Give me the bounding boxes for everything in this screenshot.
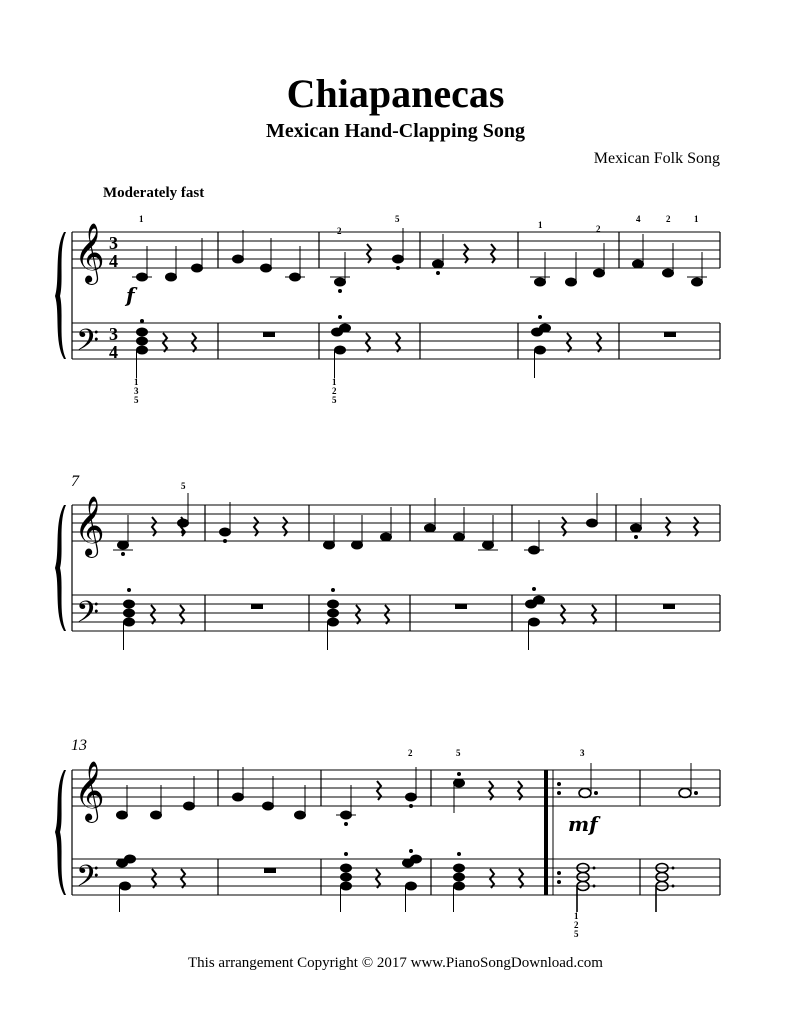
svg-text:𝄞: 𝄞	[74, 496, 105, 556]
tempo-marking: Moderately fast	[103, 185, 205, 201]
song-title: Chiapanecas	[286, 71, 505, 116]
measure-rests	[251, 332, 676, 873]
copyright-footer: This arrangement Copyright © 2017 www.PianoSongDownload.com	[188, 955, 603, 971]
svg-text:3: 3	[134, 386, 139, 396]
svg-text:𝄢: 𝄢	[76, 596, 100, 637]
svg-text:1: 1	[574, 911, 579, 921]
composer-credit: Mexican Folk Song	[593, 150, 720, 167]
svg-text:3: 3	[109, 233, 118, 253]
fingerings	[139, 214, 699, 758]
bass-chords	[124, 588, 545, 651]
svg-text:2: 2	[596, 224, 601, 234]
svg-text:4: 4	[109, 342, 118, 362]
treble-notes	[113, 493, 642, 556]
svg-text:5: 5	[134, 395, 139, 405]
measure-number: 7	[71, 473, 79, 490]
svg-text:1: 1	[139, 214, 144, 224]
barlines	[72, 232, 720, 895]
treble-staff	[72, 505, 720, 541]
song-subtitle: Mexican Hand-Clapping Song	[266, 120, 525, 142]
svg-text:3: 3	[580, 748, 585, 758]
bass-staff	[72, 859, 720, 895]
dynamic-forte: f	[126, 283, 135, 307]
svg-text:𝄢: 𝄢	[76, 860, 100, 901]
svg-text:1: 1	[332, 377, 337, 387]
bass-staff	[72, 595, 720, 631]
svg-text:4: 4	[636, 214, 641, 224]
svg-text:2: 2	[666, 214, 671, 224]
svg-text:1: 1	[694, 214, 699, 224]
bass-fingerings	[134, 377, 579, 939]
svg-text:2: 2	[332, 386, 337, 396]
svg-text:2: 2	[408, 748, 413, 758]
dynamic-mezzo-forte: mf	[568, 812, 598, 836]
half-chords	[577, 864, 668, 913]
svg-text:5: 5	[395, 214, 400, 224]
svg-text:2: 2	[574, 920, 579, 930]
svg-text:2: 2	[337, 226, 342, 236]
svg-text:5: 5	[456, 748, 461, 758]
svg-text:1: 1	[134, 377, 139, 387]
brace	[55, 232, 66, 895]
bass-staff	[72, 323, 720, 359]
svg-text:5: 5	[574, 929, 579, 939]
treble-staff	[72, 770, 720, 806]
svg-text:5: 5	[181, 481, 186, 491]
measure-number: 13	[71, 737, 87, 754]
svg-text:5: 5	[332, 395, 337, 405]
svg-text:𝄢: 𝄢	[76, 324, 100, 365]
svg-text:𝄞: 𝄞	[74, 761, 105, 821]
time-signature	[109, 233, 118, 362]
bass-chords	[137, 316, 551, 379]
svg-text:𝄞: 𝄞	[74, 223, 105, 283]
treble-notes	[117, 763, 698, 826]
treble-clef	[74, 223, 105, 823]
svg-text:4: 4	[109, 251, 118, 271]
svg-text:3: 3	[109, 324, 118, 344]
svg-text:1: 1	[538, 220, 543, 230]
